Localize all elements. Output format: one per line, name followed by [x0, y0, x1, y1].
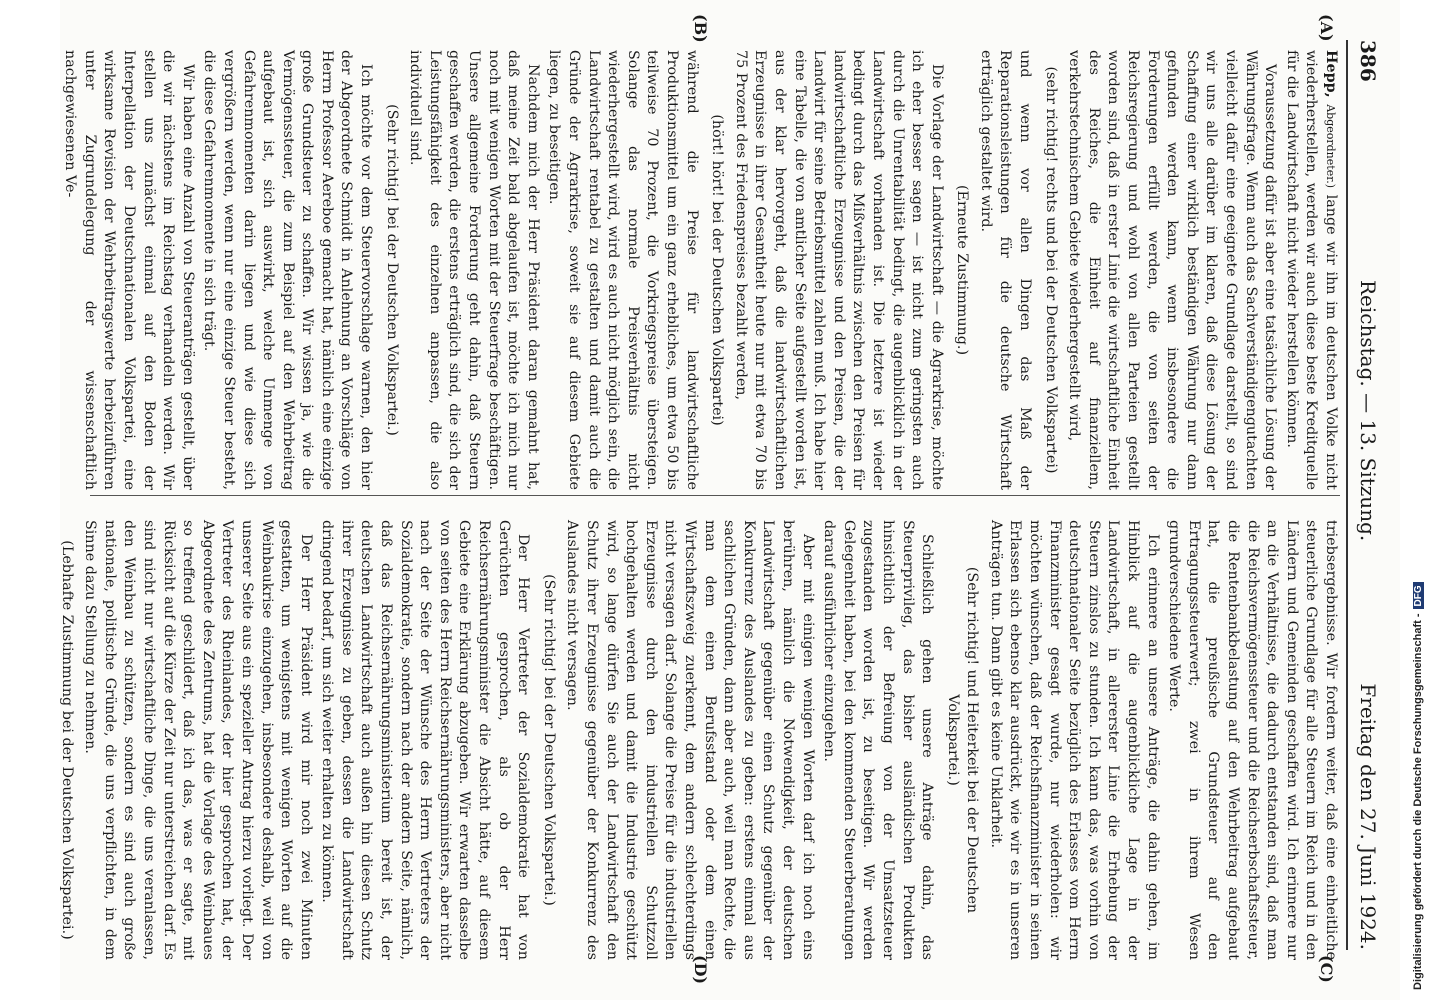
header-rule — [1346, 40, 1348, 950]
right-paragraph-4: Aber mit einigen wenigen Worten darf ich noch eins berühren, nämlich die Notwendigkeit, der deutschen Landwirtschaft gegenüber einen Schutz gegenüber der Konkurrenz des Auslandes zu geben: erstens einmal aus sachlichen Gründen, dann aber auch, weil man Rechte, die man dem einen Berufsstand oder dem einen Wirtschaftszweig zuerkennt, dem andern schlechterdings nicht versagen darf. Solange die Preise für die industriellen Erzeugnisse durch den industriellen Schutzzoll hochgehalten werden und damit die Industrie geschützt wird, so lange dürfen Sie auch der Landwirtschaft den Schutz ihrer Erzeugnisse gegenüber der Konkurrenz des Auslandes nicht versagen. — [564, 520, 816, 960]
credit-text: Digitalisierung gefördert durch die Deutsche Forschungsgemeinschaft - — [1412, 613, 1424, 990]
left-paragraph-5: während die Preise für landwirtschaftliche Produktionsmittel um ein ganz erhebliches, um etwa 50 bis teilweise 70 Prozent, die Vorkriegspreise übersteigen. Solange das normale Preisverhältnis nicht wiederhergestellt wird, wird es auch nicht möglich sein, die Landwirtschaft rentabel zu gestalten und damit auch die Gründe der Agrarkrise, soweit sie auf diesem Gebiete liegen, zu beseitigen. — [546, 50, 700, 490]
left-text-1: lange wir ihn im deutschen Volke nicht wiederherstellen, werden wir auch diese beste Kreditquelle für die Landwirtschaft nicht wieder herstellen können. — [1283, 50, 1339, 491]
right-column — [58, 520, 1340, 960]
left-paragraph-3: und wenn vor allen Dingen das Maß der Reparationsleistungen für die deutsche Wirtschaft erträglich gestaltet wird. — [977, 50, 1034, 490]
left-paragraph-4: Die Vorlage der Landwirtschaft — die Agrarkrise, möchte ich eher besser sagen — ist nicht zum geringsten auch durch die Unrentabilität bedingt, die augenblicklich in der Landwirtschaft vorhanden ist. Die letztere ist wieder bedingt durch das Mißverhältnis zwischen den Preisen für landwirtschaftliche Erzeugnisse und den Preisen, die der Landwirt für seine Betriebsmittel zahlen muß. Ich habe hier eine Tabelle, die von amtlicher Seite aufgestellt worden ist, aus der klar hervorgeht, daß die landwirtschaftlichen Erzeugnisse in ihrer Gesamtheit heute nur mit etwa 70 bis 75 Prozent des Friedenspreises bezahlt werden, — [732, 50, 945, 490]
right-paragraph-5: Der Herr Vertreter der Sozialdemokratie hat von Gerüchten gesprochen, als ob der Herr Reichsernährungsminister die Absicht hätte, auf diesem Gebiete eine Erklärung abzugeben. Wir erwarten dasselbe von seiten des Herrn Reichsernährungsministers, aber nicht nach der Seite der Wünsche des Herrn Vertreters der Sozialdemokratie, sondern nach der andern Seite, nämlich, daß das Reichsernährungsministerium bereit ist, der deutschen Landwirtschaft auch außen hin diesen Schutz ihrer Erzeugnisse zu geben, dessen die Landwirtschaft dringend bedarf, um sich weiter erhalten zu können. — [319, 520, 532, 960]
right-paragraph-3: Schließlich gehen unsere Anträge dahin, das Steuerprivileg, das bisher ausländischen Produkten hinsichtlich der Befreiung von der Umsatzsteuer zugestanden worden ist, zu beseitigen. Wir werden Gelegenheit haben, bei den kommenden Steuerberatungen darauf ausführlicher einzugehen. — [821, 520, 936, 960]
column-divider — [90, 495, 1340, 496]
rotated-document-page — [60, 0, 1400, 1000]
page-number: 386 — [1356, 40, 1380, 82]
right-interjection-1: (Sehr richtig! und Heiterkeit bei der Deutschen Volkspartei.) — [944, 566, 981, 914]
right-paragraph-2: Ich erinnere an unsere Anträge, die dahin gehen, im Hinblick auf die augenblickliche Lage in der Landwirtschaft, in allererster Linie die Erhebung der Steuern zinslos zu stunden. Ich kann das, was vorhin von deutschnationaler Seite bezüglich des Erlasses vom Herrn Finanzminister gesagt wurde, nur wiederholen: wir möchten wünschen, daß der Reichsfinanzminister in seinen Erlassen sich ebenso klar ausdrückt, wie wir es in unseren Anträgen tun. Dann gibt es keine Unklarheit. — [987, 520, 1161, 960]
margin-marker-c: (C) — [1317, 955, 1336, 983]
left-paragraph-6: Nachdem mich der Herr Präsident daran gemahnt hat, daß meine Zeit bald abgelaufen ist, möchte ich mich nur noch mit wenigen Worten mit der Steuerfrage beschäftigen. Unsere allgemeine Forderung geht dahin, daß Steuern geschaffen werden, die erstens erträglich sind, die sich der Leistungsfähigkeit des einzelnen anpassen, die also individuell sind. — [407, 50, 541, 490]
left-paragraph-8: Wir haben eine Anzahl von Steueranträgen gestellt, über die wir nächstens im Reichstag verhandeln werden. Wir stellen uns zunächst einmal auf den Boden der Interpellation der Deutschnationalen Volkspartei, eine wirksame Revision der Wehrbeitragswerte herbeizuführen unter Zugrundelegung der wissenschaftlich nachgewiesenen Ve- — [62, 50, 196, 490]
left-paragraph-1 — [1281, 50, 1340, 490]
margin-marker-b: (B) — [691, 14, 710, 43]
left-paragraph-7: Ich möchte vor dem Steuervorschlage warnen, den hier der Abgeordnete Schmidt in Anlehnung an Vorschläge von Herrn Professor Aereboe gemacht hat, nämlich eine einzige große Grundsteuer zu schaffen. Wir wissen ja, wie die Vermögenssteuer, die zum Beispiel auf den Wehrbeitrag aufgebaut ist, sich auswirkt, welche Unmenge von Gefahrenmomenten darin liegen und wie diese sich vergrößern werden, wenn nur eine einzige Steuer besteht, die diese Gefahrenmomente in sich trägt. — [201, 50, 375, 490]
left-column — [62, 50, 1340, 491]
margin-marker-d: (D) — [691, 955, 710, 985]
left-interjection-3: (hört! hört! bei der Deutschen Volkspartei) — [709, 114, 726, 426]
left-interjection-2: (Erneute Zustimmung.) — [954, 184, 971, 356]
dfg-logo: DFG — [1413, 582, 1424, 609]
speaker-name: Hepp, — [1323, 50, 1339, 98]
speaker-role: Abgeordneter.) — [1324, 104, 1337, 189]
digitization-credit — [1412, 582, 1424, 990]
header-date: Freitag den 27. Juni 1924. — [1356, 683, 1380, 950]
digitization-sidebar — [1408, 0, 1434, 1000]
right-paragraph-1: triebsergebnisse. Wir fordern weiter, daß eine einheitliche steuerliche Grundlage für alle Steuern im Reich und in den Ländern und Gemeinden geschaffen wird. Ich erinnere nur an die Verhältnisse, die dadurch entstanden sind, daß man die Reichsvermögenssteuer und die Reichserbschaftssteuer, die Rentenbankbelastung auf den Wehrbeitrag aufgebaut hat, die preußische Grundsteuer auf den Ertragungssteuerwert; zwei in ihrem Wesen grundverschiedene Werte. — [1166, 520, 1339, 960]
header-title: Reichstag. — 13. Sitzung. — [1356, 280, 1380, 542]
right-paragraph-6: Der Herr Präsident wird mir noch zwei Minuten gestatten, um wenigstens mit wenigen Worten auf die Weinbaukrise einzugehen, insbesondere deshalb, weil von unserer Seite aus ein spezieller Antrag hierzu vorliegt. Der Vertreter des Rheinlandes, der hier gesprochen hat, der Abgeordnete des Zentrums, hat die Vorlage des Weinbaues so treffend geschildert, daß ich das, was er sagte, mit Rücksicht auf die Kürze der Zeit nur unterstreichen darf. Es sind nicht nur wirtschaftliche Dinge, die uns veranlassen, den Weinbau zu schützen, sondern es sind auch große nationale, politische Gründe, die uns verpflichten, in dem Sinne dazu Stellung zu nehmen. — [82, 520, 314, 960]
right-interjection-2: (Sehr richtig! bei der Deutschen Volkspartei.) — [540, 574, 557, 906]
left-interjection-1: (sehr richtig! rechts und bei der Deutschen Volkspartei) — [1042, 66, 1059, 474]
margin-marker-a: (A) — [1317, 14, 1336, 42]
left-interjection-4: (Sehr richtig! bei der Deutschen Volkspartei.) — [383, 104, 400, 436]
left-paragraph-2: Voraussetzung dafür ist aber eine tatsächliche Lösung der Währungsfrage. Wenn auch das Sachverständigengutachten vielleicht dafür eine geeignete Grundlage darstellt, so sind wir uns alle darüber im klaren, daß diese Lösung der Schaffung einer wirklich beständigen Währung nur dann gefunden werden kann, wenn insbesondere die Forderungen erfüllt werden, die von seiten der Reichsregierung und wohl von allen Parteien gestellt worden sind, daß in erster Linie die wirtschaftliche Einheit des Reiches, die Einheit auf finanziellem, verkehrstechnischem Gebiete wiederhergestellt wird, — [1066, 50, 1279, 490]
right-interjection-3: (Lebhafte Zustimmung bei der Deutschen Volkspartei.) — [58, 540, 75, 940]
